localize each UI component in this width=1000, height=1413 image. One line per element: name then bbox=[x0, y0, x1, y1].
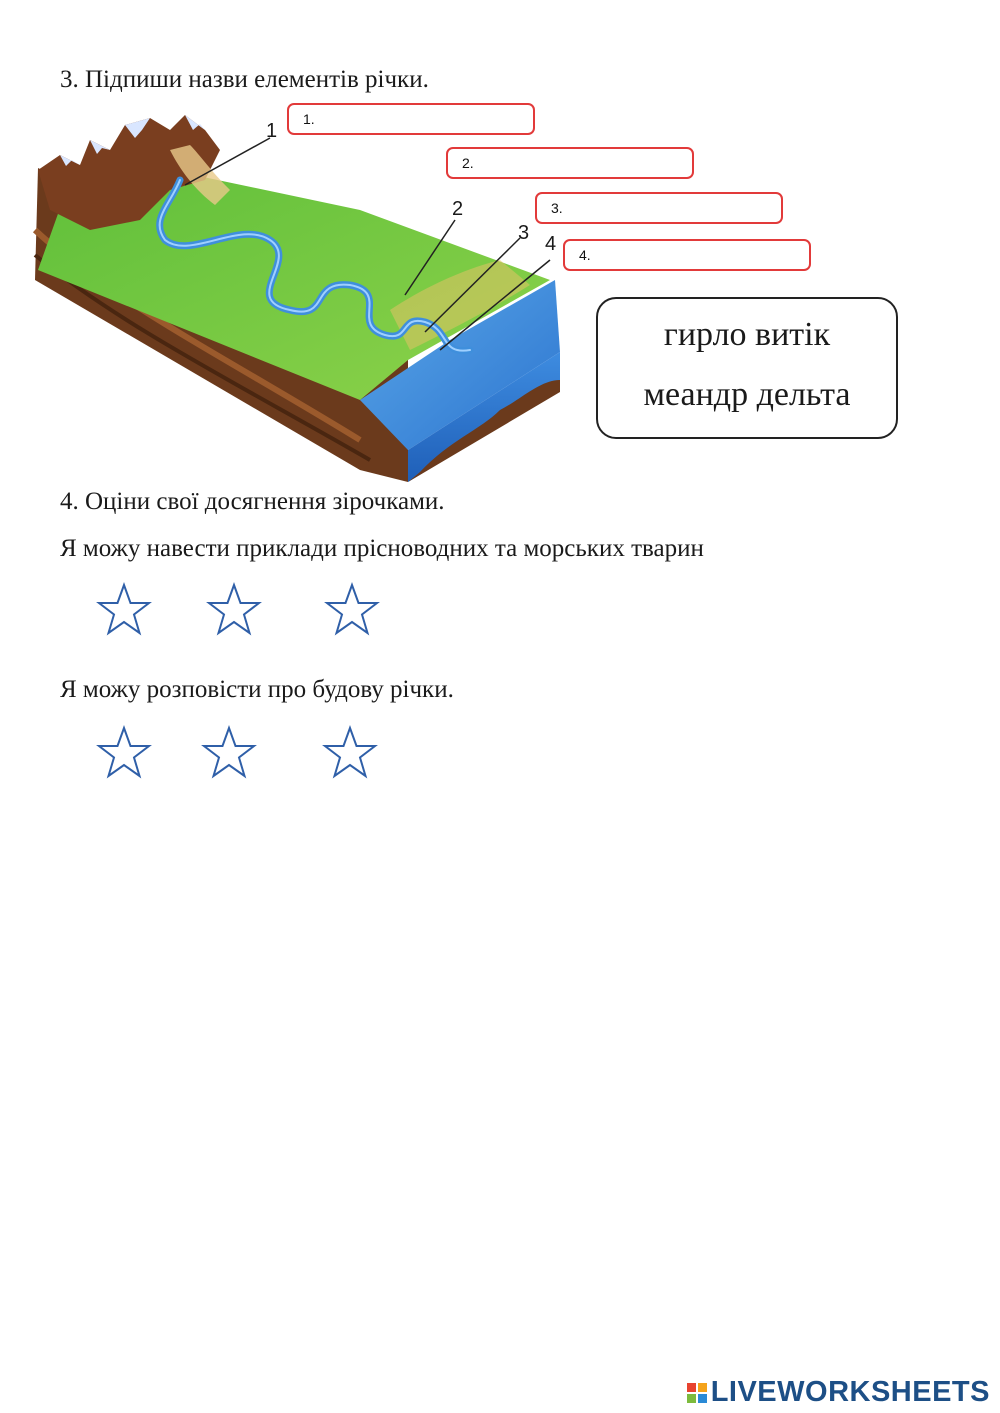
word-bank-line-1: гирло витік bbox=[663, 316, 831, 353]
answer-box-label: 2. bbox=[462, 155, 474, 171]
self-assessment-statement-2: Я можу розповісти про будову річки. bbox=[60, 676, 454, 703]
star-icon[interactable] bbox=[321, 725, 379, 781]
self-assessment-statement-1: Я можу навести приклади прісноводних та морських тварин bbox=[60, 535, 704, 562]
logo-square bbox=[698, 1383, 707, 1392]
liveworksheets-brand: LIVEWORKSHEETS bbox=[710, 1376, 990, 1408]
diagram-marker-2: 2 bbox=[452, 198, 464, 220]
answer-box-label: 3. bbox=[551, 200, 563, 216]
question-3-title: 3. Підпиши назви елементів річки. bbox=[60, 66, 429, 93]
answer-box-2[interactable] bbox=[446, 147, 694, 179]
word-bank-line-2: меандр дельта bbox=[643, 376, 851, 413]
star-icon[interactable] bbox=[323, 582, 381, 638]
answer-box-3[interactable] bbox=[535, 192, 783, 224]
star-icon[interactable] bbox=[200, 725, 258, 781]
word-bank bbox=[596, 297, 898, 439]
answer-box-1[interactable] bbox=[287, 103, 535, 135]
answer-box-4[interactable] bbox=[563, 239, 811, 271]
diagram-marker-3: 3 bbox=[518, 222, 530, 244]
star-icon[interactable] bbox=[95, 582, 153, 638]
diagram-marker-1: 1 bbox=[266, 120, 278, 142]
logo-square bbox=[687, 1394, 696, 1403]
star-icon[interactable] bbox=[205, 582, 263, 638]
liveworksheets-logo-icon bbox=[687, 1383, 707, 1403]
star-icon[interactable] bbox=[95, 725, 153, 781]
diagram-marker-4: 4 bbox=[545, 233, 557, 255]
liveworksheets-footer bbox=[687, 1376, 990, 1409]
answer-box-label: 1. bbox=[303, 111, 315, 127]
question-4-title: 4. Оціни свої досягнення зірочками. bbox=[60, 488, 445, 515]
logo-square bbox=[698, 1394, 707, 1403]
answer-box-label: 4. bbox=[579, 247, 591, 263]
logo-square bbox=[687, 1383, 696, 1392]
